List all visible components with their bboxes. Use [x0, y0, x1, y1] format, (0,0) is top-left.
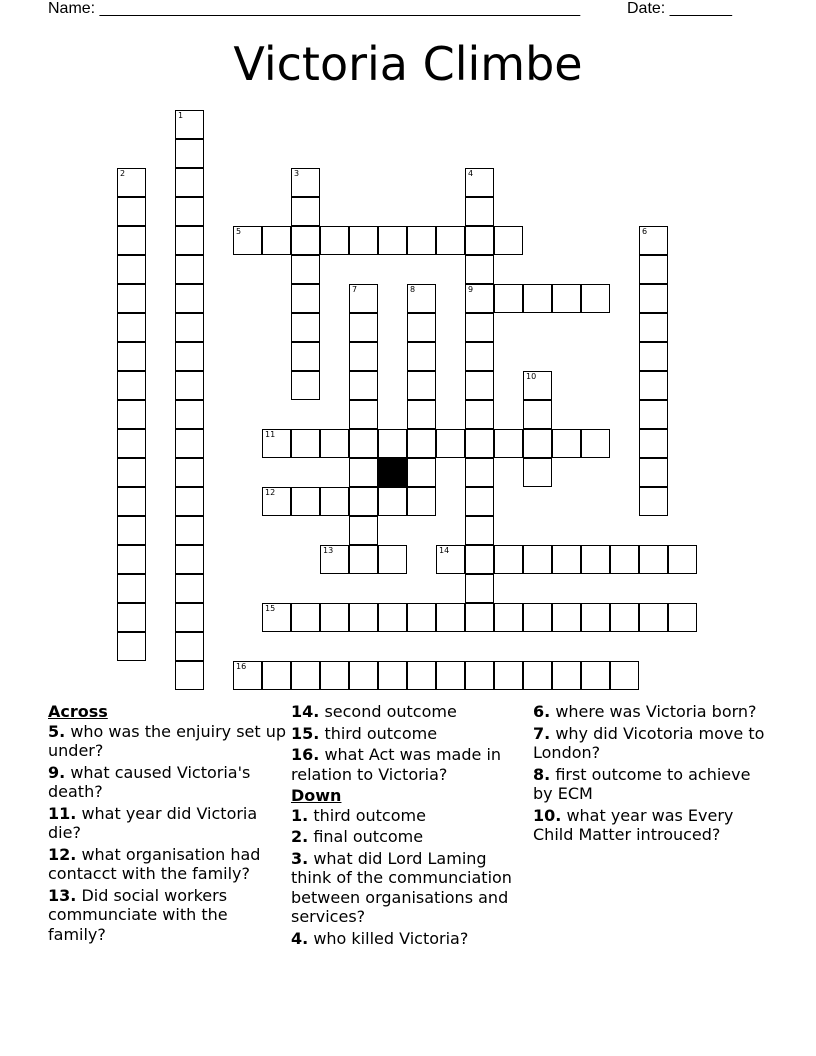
grid-cell[interactable]	[291, 197, 320, 226]
clue-across-16: 16. what Act was made in relation to Victoria?	[291, 745, 502, 784]
grid-cell[interactable]	[465, 516, 494, 545]
grid-cell[interactable]	[465, 458, 494, 487]
name-field-label: Name: ______________________________________________________	[48, 0, 581, 17]
grid-cell[interactable]	[436, 545, 465, 574]
grid-cell[interactable]	[465, 313, 494, 342]
grid-cell[interactable]	[639, 400, 668, 429]
grid-cell[interactable]	[523, 545, 552, 574]
grid-cell[interactable]	[465, 371, 494, 400]
grid-cell[interactable]	[407, 371, 436, 400]
grid-cell[interactable]	[117, 400, 146, 429]
grid-cell[interactable]	[407, 284, 436, 313]
clue-number: 1	[178, 111, 184, 120]
clue-number: 10	[526, 372, 537, 381]
grid-cell[interactable]	[639, 603, 668, 632]
grid-cell[interactable]	[175, 574, 204, 603]
clue-number: 9	[468, 285, 474, 294]
grid-cell[interactable]	[291, 487, 320, 516]
grid-cell[interactable]	[639, 255, 668, 284]
grid-cell[interactable]	[175, 429, 204, 458]
grid-cell[interactable]	[436, 661, 465, 690]
grid-cell[interactable]	[378, 226, 407, 255]
clue-number: 14	[439, 546, 450, 555]
grid-cell[interactable]	[494, 226, 523, 255]
grid-cell[interactable]	[523, 371, 552, 400]
clue-number: 5	[236, 227, 242, 236]
grid-cell[interactable]	[117, 632, 146, 661]
grid-cell[interactable]	[291, 284, 320, 313]
grid-cell[interactable]	[320, 545, 349, 574]
grid-cell[interactable]	[494, 284, 523, 313]
grid-cell[interactable]	[378, 545, 407, 574]
grid-cell[interactable]	[233, 661, 262, 690]
grid-cell[interactable]	[349, 226, 378, 255]
grid-cell[interactable]	[581, 661, 610, 690]
grid-cell[interactable]	[117, 342, 146, 371]
clue-down-3: 3. what did Lord Laming think of the communciation between organisations and services?	[291, 848, 512, 926]
grid-cell[interactable]	[175, 226, 204, 255]
grid-cell[interactable]	[407, 313, 436, 342]
grid-cell[interactable]	[639, 545, 668, 574]
grid-cell[interactable]	[175, 284, 204, 313]
grid-cell[interactable]	[117, 574, 146, 603]
grid-cell[interactable]	[436, 429, 465, 458]
clue-down-7: 7. why did Vicotoria move to London?	[533, 723, 765, 762]
grid-cell[interactable]	[175, 110, 204, 139]
clue-number: 2	[120, 169, 126, 178]
clue-number: 16	[236, 662, 247, 671]
grid-cell[interactable]	[175, 603, 204, 632]
grid-cell[interactable]	[378, 429, 407, 458]
grid-cell[interactable]	[378, 487, 407, 516]
grid-cell[interactable]	[378, 603, 407, 632]
grid-cell[interactable]	[349, 516, 378, 545]
clues-column-2	[291, 702, 527, 950]
grid-cell[interactable]	[552, 429, 581, 458]
grid-cell[interactable]	[523, 661, 552, 690]
grid-cell[interactable]	[175, 168, 204, 197]
grid-cell[interactable]	[581, 429, 610, 458]
down-heading: Down	[291, 786, 342, 805]
grid-cell[interactable]	[291, 226, 320, 255]
grid-cell[interactable]	[320, 429, 349, 458]
grid-cell[interactable]	[320, 661, 349, 690]
grid-cell[interactable]	[117, 255, 146, 284]
grid-cell[interactable]	[552, 545, 581, 574]
grid-cell[interactable]	[117, 429, 146, 458]
grid-cell[interactable]	[552, 284, 581, 313]
black-square	[378, 458, 407, 487]
grid-cell[interactable]	[378, 661, 407, 690]
grid-cell[interactable]	[407, 226, 436, 255]
clue-down-2: 2. final outcome	[291, 827, 424, 846]
clue-number: 15	[265, 604, 276, 613]
grid-cell[interactable]	[262, 429, 291, 458]
clue-across-9: 9. what caused Victoria's death?	[48, 762, 251, 801]
grid-cell[interactable]	[581, 603, 610, 632]
grid-cell[interactable]	[639, 429, 668, 458]
grid-cell[interactable]	[349, 545, 378, 574]
grid-cell[interactable]	[639, 284, 668, 313]
grid-cell[interactable]	[349, 603, 378, 632]
grid-cell[interactable]	[349, 400, 378, 429]
grid-cell[interactable]	[494, 545, 523, 574]
clue-across-15: 15. third outcome	[291, 723, 438, 743]
clue-number: 11	[265, 430, 276, 439]
grid-cell[interactable]	[291, 371, 320, 400]
clue-number: 6	[642, 227, 648, 236]
grid-cell[interactable]	[494, 429, 523, 458]
grid-cell[interactable]	[117, 371, 146, 400]
grid-cell[interactable]	[117, 603, 146, 632]
grid-cell[interactable]	[117, 197, 146, 226]
grid-cell[interactable]	[407, 429, 436, 458]
grid-cell[interactable]	[523, 458, 552, 487]
grid-cell[interactable]	[465, 400, 494, 429]
grid-cell[interactable]	[465, 661, 494, 690]
clues-column-1	[48, 702, 288, 946]
grid-cell[interactable]	[349, 371, 378, 400]
grid-cell[interactable]	[465, 545, 494, 574]
grid-cell[interactable]	[117, 226, 146, 255]
grid-cell[interactable]	[349, 458, 378, 487]
grid-cell[interactable]	[494, 661, 523, 690]
grid-cell[interactable]	[610, 661, 639, 690]
grid-cell[interactable]	[349, 487, 378, 516]
grid-cell[interactable]	[320, 226, 349, 255]
grid-cell[interactable]	[610, 603, 639, 632]
grid-cell[interactable]	[117, 284, 146, 313]
grid-cell[interactable]	[523, 284, 552, 313]
grid-cell[interactable]	[117, 545, 146, 574]
grid-cell[interactable]	[117, 516, 146, 545]
grid-cell[interactable]	[117, 168, 146, 197]
grid-cell[interactable]	[465, 342, 494, 371]
grid-cell[interactable]	[407, 487, 436, 516]
grid-cell[interactable]	[175, 400, 204, 429]
grid-cell[interactable]	[523, 603, 552, 632]
grid-cell[interactable]	[291, 603, 320, 632]
grid-cell[interactable]	[407, 342, 436, 371]
grid-cell[interactable]	[465, 487, 494, 516]
grid-cell[interactable]	[349, 661, 378, 690]
clues-column-3	[533, 702, 773, 847]
grid-cell[interactable]	[639, 487, 668, 516]
grid-cell[interactable]	[465, 226, 494, 255]
grid-cell[interactable]	[320, 487, 349, 516]
grid-cell[interactable]	[523, 400, 552, 429]
grid-cell[interactable]	[175, 632, 204, 661]
clue-down-4: 4. who killed Victoria?	[291, 928, 469, 948]
clue-across-14: 14. second outcome	[291, 702, 457, 721]
grid-cell[interactable]	[639, 342, 668, 371]
grid-cell[interactable]	[262, 661, 291, 690]
grid-cell[interactable]	[175, 458, 204, 487]
grid-cell[interactable]	[465, 574, 494, 603]
grid-cell[interactable]	[407, 400, 436, 429]
grid-cell[interactable]	[581, 284, 610, 313]
clue-down-8: 8. first outcome to achieve by ECM	[533, 764, 751, 803]
grid-cell[interactable]	[436, 226, 465, 255]
grid-cell[interactable]	[175, 139, 204, 168]
grid-cell[interactable]	[349, 342, 378, 371]
grid-cell[interactable]	[668, 603, 697, 632]
grid-cell[interactable]	[291, 168, 320, 197]
grid-cell[interactable]	[320, 603, 349, 632]
grid-cell[interactable]	[465, 197, 494, 226]
grid-cell[interactable]	[465, 429, 494, 458]
clue-number: 13	[323, 546, 334, 555]
grid-cell[interactable]	[175, 255, 204, 284]
grid-cell[interactable]	[291, 342, 320, 371]
grid-cell[interactable]	[349, 313, 378, 342]
grid-cell[interactable]	[175, 197, 204, 226]
clue-number: 7	[352, 285, 358, 294]
grid-cell[interactable]	[407, 603, 436, 632]
grid-cell[interactable]	[668, 545, 697, 574]
page-title: Victoria Climbe	[233, 37, 583, 91]
grid-cell[interactable]	[262, 603, 291, 632]
grid-cell[interactable]	[465, 255, 494, 284]
grid-cell[interactable]	[552, 603, 581, 632]
grid-cell[interactable]	[436, 603, 465, 632]
grid-cell[interactable]	[175, 661, 204, 690]
grid-cell[interactable]	[581, 545, 610, 574]
grid-cell[interactable]	[117, 313, 146, 342]
grid-cell[interactable]	[117, 487, 146, 516]
clue-number: 8	[410, 285, 416, 294]
grid-cell[interactable]	[639, 371, 668, 400]
clue-down-1: 1. third outcome	[291, 805, 426, 825]
grid-cell[interactable]	[349, 284, 378, 313]
grid-cell[interactable]	[117, 458, 146, 487]
clue-across-12: 12. what organisation had contacct with the family?	[48, 844, 261, 883]
grid-cell[interactable]	[639, 458, 668, 487]
clue-across-11: 11. what year did Victoria die?	[48, 803, 258, 842]
grid-cell[interactable]	[465, 168, 494, 197]
grid-cell[interactable]	[494, 603, 523, 632]
clue-number: 3	[294, 169, 300, 178]
grid-cell[interactable]	[262, 226, 291, 255]
grid-cell[interactable]	[175, 545, 204, 574]
clue-across-13: 13. Did social workers communciate with the family?	[48, 885, 228, 944]
clue-across-5: 5. who was the enjuiry set up under?	[48, 721, 287, 760]
grid-cell[interactable]	[465, 603, 494, 632]
grid-cell[interactable]	[552, 661, 581, 690]
grid-cell[interactable]	[291, 255, 320, 284]
grid-cell[interactable]	[262, 487, 291, 516]
clue-number: 4	[468, 169, 474, 178]
grid-cell[interactable]	[523, 429, 552, 458]
grid-cell[interactable]	[349, 429, 378, 458]
grid-cell[interactable]	[639, 226, 668, 255]
clue-number: 12	[265, 488, 276, 497]
grid-cell[interactable]	[291, 661, 320, 690]
grid-cell[interactable]	[291, 313, 320, 342]
grid-cell[interactable]	[407, 661, 436, 690]
grid-cell[interactable]	[175, 516, 204, 545]
grid-cell[interactable]	[465, 284, 494, 313]
grid-cell[interactable]	[407, 458, 436, 487]
grid-cell[interactable]	[233, 226, 262, 255]
across-heading: Across	[48, 702, 108, 721]
grid-cell[interactable]	[175, 371, 204, 400]
grid-cell[interactable]	[610, 545, 639, 574]
grid-cell[interactable]	[175, 313, 204, 342]
grid-cell[interactable]	[175, 487, 204, 516]
date-field-label: Date: _______	[627, 0, 732, 17]
grid-cell[interactable]	[639, 313, 668, 342]
grid-cell[interactable]	[291, 429, 320, 458]
grid-cell[interactable]	[175, 342, 204, 371]
clue-down-10: 10. what year was Every Child Matter introuced?	[533, 805, 734, 844]
clue-down-6: 6. where was Victoria born?	[533, 702, 757, 721]
